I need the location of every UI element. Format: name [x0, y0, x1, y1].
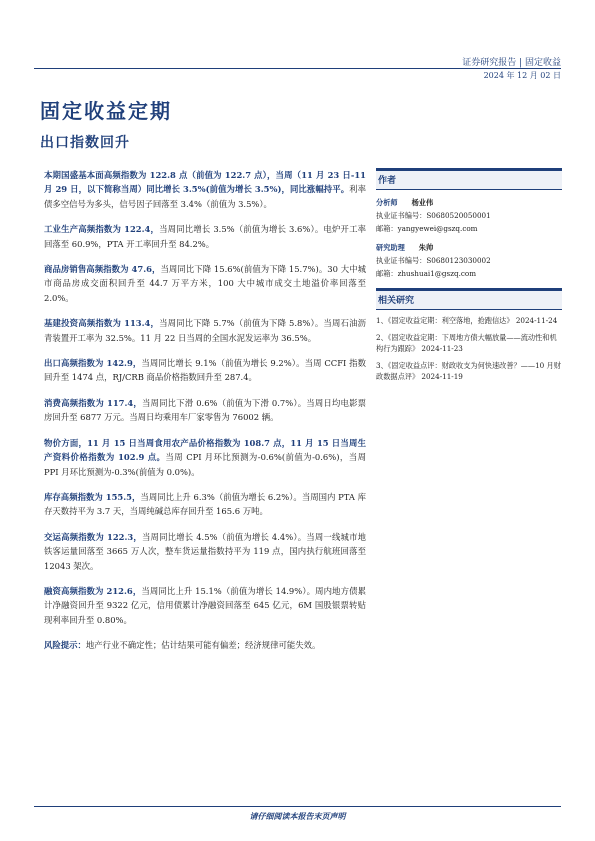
paragraph-highlight: 融资高频指数为 212.6，	[44, 585, 142, 596]
paragraph-text: 当周同比增长 4.5%（前值为增长 4.4%）。当周一线城市地铁客运量回落至 3665 万人次，整车货运量指数持平为 119 点，国内执行航班回落至 12043 架次。	[44, 531, 367, 571]
paragraph-text: 利率债多空信号为多头，信号因子回落至 3.4%（前值为 3.5%）。	[44, 184, 366, 209]
paragraph-text: 当周同比下降 5.7%（前值为下降 5.8%）。当周石油沥青装置开工率为 32.5%。11 月 22 日当周的全国水泥发运率为 36.5%。	[44, 318, 367, 343]
paragraph	[44, 222, 366, 251]
related-report-link[interactable]: 1、《固定收益定期：利空落地，抢跑信达》 2024-11-24	[376, 316, 558, 325]
paragraph	[44, 584, 366, 627]
paragraph-highlight: 库存高频指数为 155.5，	[44, 491, 141, 502]
header-divider	[34, 68, 561, 69]
paragraph-highlight: 基建投资高频指数为 113.4，	[44, 318, 160, 329]
paragraph-highlight: 出口高频指数为 142.9，	[44, 358, 142, 369]
page-title: 固定收益定期	[40, 99, 172, 123]
page-subtitle: 出口指数回升	[40, 135, 130, 151]
paragraph-highlight: 物价方面，11 月 15 日当周食用农产品价格指数为 108.7 点，11 月 15 日当周生产资料价格指数为 102.9 点。	[44, 437, 366, 463]
cert-number: S0680520050001	[426, 211, 491, 220]
email-label: 邮箱：	[376, 224, 398, 233]
authors-heading: 作者	[376, 168, 562, 190]
related-report-link[interactable]: 3、《固定收益点评：财政收支为何快速改善？——10 月财政数据点评》 2024-11-19	[376, 360, 561, 381]
cert-label: 执业证书编号：	[376, 211, 427, 220]
paragraph-text: 地产行业不确定性；估计结果可能有偏差；经济规律可能失效。	[85, 640, 321, 651]
paragraph-highlight: 交运高频指数为 122.3，	[44, 531, 142, 542]
related-report-link[interactable]: 2、《固定收益定期：下周地方债大幅放量——流动性和机构行为跟踪》 2024-11-23	[376, 332, 557, 353]
paragraph-text: 当周同比下滑 0.6%（前值为下滑 0.7%）。当周日均电影票房回升至 6877 万元。当周日均乘用车厂家零售为 76002 辆。	[44, 397, 367, 423]
paragraph-highlight: 工业生产高频指数为 122.4，	[44, 224, 160, 235]
paragraph-text: 当周同比增长 9.1%（前值为增长 9.2%）。当周 CCFI 指数回升至 1474 点，RJ/CRB 商品价格指数回升至 287.4。	[44, 358, 366, 383]
analyst-role: 分析师	[376, 198, 398, 207]
analyst-role: 研究助理	[376, 243, 405, 252]
analyst-name: 朱帅	[418, 243, 434, 252]
paragraph-text: 当周同比上升 15.1%（前值为增长 14.9%）。周内地方债累计净融资回升至 9322 亿元，信用债累计净融资回落至 645 亿元，6M 国股银票转贴现利率回升至 0.80%。	[44, 585, 366, 625]
risk-warning	[44, 638, 366, 652]
paragraph	[44, 316, 366, 345]
email-link[interactable]: yangyewei@gszq.com	[397, 224, 478, 233]
paragraph	[44, 530, 366, 573]
footer-disclaimer: 请仔细阅读本报告末页声明	[249, 811, 346, 821]
paragraph-highlight: 商品房销售高频指数为 47.6，	[44, 264, 161, 275]
email-label: 邮箱：	[376, 269, 398, 278]
paragraph	[44, 396, 366, 425]
paragraph-text: 当周 CPI 月环比预测为-0.6%(前值为-0.6%)，当周 PPI 月环比预测为-0.3%(前值为 0.0%)。	[44, 452, 366, 477]
paragraph	[44, 168, 366, 211]
analyst-name: 杨业伟	[411, 198, 434, 207]
cert-number: S0680123030002	[426, 256, 491, 265]
paragraph	[44, 436, 366, 479]
paragraph-text: 当周同比增长 3.5%（前值为增长 3.6%）。电炉开工率回落至 60.9%，PTA 开工率回升至 84.2%。	[44, 224, 367, 249]
cert-label: 执业证书编号：	[376, 256, 427, 265]
report-date: 2024 年 12 月 02 日	[483, 71, 561, 80]
paragraph	[44, 490, 366, 519]
paragraph-highlight: 本期国盛基本面高频指数为 122.8 点（前值为 122.7 点），当周（11 月 23 日-11 月 29 日，以下简称当周）同比增长 3.5%(前值为增长 3.5%)，同比涨幅持平。	[44, 170, 366, 195]
related-heading: 相关研究	[376, 288, 562, 310]
paragraph-highlight: 风险提示：	[44, 640, 86, 651]
paragraph-text: 当周同比上升 6.3%（前值为增长 6.2%）。当周国内 PTA 库存天数持平为 3.7 天，当周纯碱总库存回升至 165.6 万吨。	[44, 491, 367, 517]
paragraph-text: 当周同比下降 15.6%(前值为下降 15.7%)。30 大中城市商品房成交面积回升至 44.7 万平方米，100 大中城市成交土地溢价率回落至 2.0%。	[44, 264, 366, 303]
paragraph-highlight: 消费高频指数为 117.4，	[44, 397, 142, 408]
report-category: 证券研究报告 | 固定收益	[462, 58, 561, 68]
paragraph	[44, 262, 366, 305]
email-link[interactable]: zhushuai1@gszq.com	[397, 269, 477, 278]
summary-body	[44, 168, 366, 664]
analyst-block	[376, 241, 562, 280]
analyst-block	[376, 196, 562, 235]
sidebar	[376, 168, 562, 383]
paragraph	[44, 356, 366, 385]
footer-divider	[34, 806, 561, 807]
